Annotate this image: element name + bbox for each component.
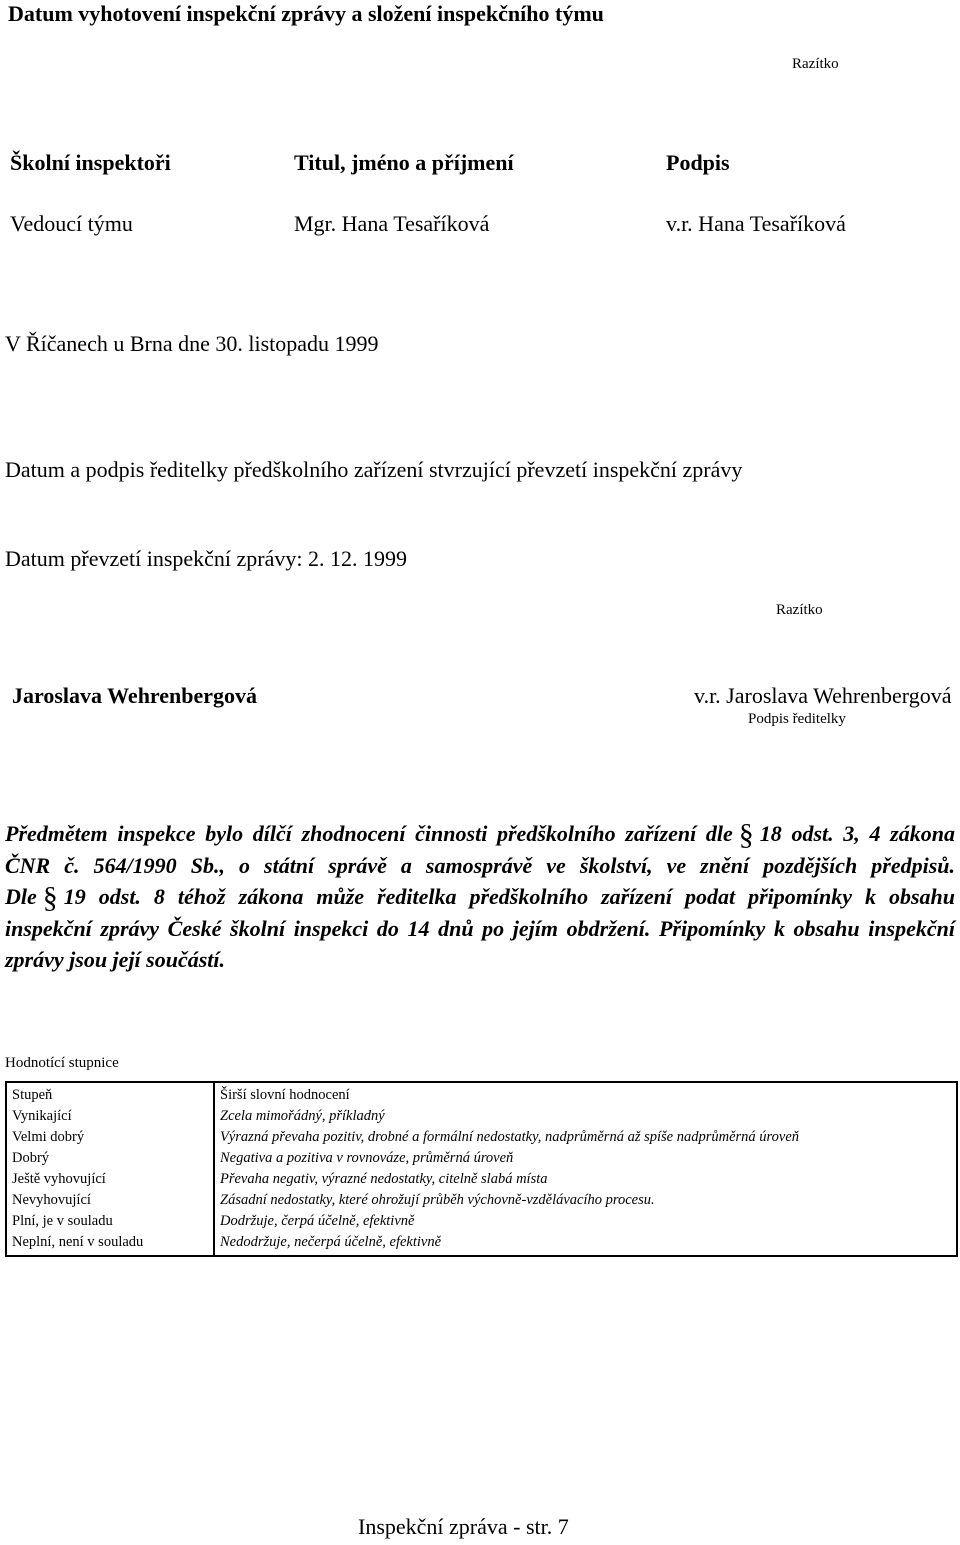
description-cell: Dodržuje, čerpá účelně, efektivně bbox=[220, 1213, 415, 1229]
description-cell: Nedodržuje, nečerpá účelně, efektivně bbox=[220, 1234, 442, 1250]
director-confirmation-heading: Datum a podpis ředitelky předškolního zařízení stvrzující převzetí inspekční zprávy bbox=[5, 457, 743, 482]
stamp-label: Razítko bbox=[792, 56, 839, 72]
table-header-row bbox=[6, 1082, 957, 1106]
grade-cell: Neplní, není v souladu bbox=[6, 1232, 214, 1256]
director-signature-caption: Podpis ředitelky bbox=[748, 711, 846, 727]
notice-text: Předmětem inspekce bylo dílčí zhodnocení činnosti předškolního zařízení dle bbox=[5, 821, 733, 846]
team-member-name: Mgr. Hana Tesaříková bbox=[294, 211, 490, 236]
table-row bbox=[6, 1148, 957, 1169]
grade-cell: Vynikající bbox=[6, 1106, 214, 1127]
team-header-signature: Podpis bbox=[666, 150, 730, 175]
page-footer: Inspekční zpráva - str. 7 bbox=[358, 1514, 569, 1539]
grade-cell: Ještě vyhovující bbox=[6, 1169, 214, 1190]
team-header-name: Titul, jméno a příjmení bbox=[294, 150, 514, 175]
notice-paragraph-2 bbox=[5, 881, 955, 975]
table-row bbox=[6, 1211, 957, 1232]
team-header-inspectors: Školní inspektoři bbox=[10, 150, 171, 175]
description-cell: Zcela mimořádný, příkladný bbox=[220, 1108, 385, 1124]
notice-text: 19 odst. 8 téhož zákona může ředitelka předškolního zařízení podat připomínky k obsahu inspekční zprávy České školní inspekci do 14 dnů po jejím obdržení. Připomínky k obsahu inspekční zprávy jsou její součástí. bbox=[5, 884, 955, 972]
inspection-notice bbox=[5, 818, 955, 975]
table-row bbox=[6, 1127, 957, 1148]
notice-text: Dle bbox=[5, 884, 37, 909]
section-sign: § bbox=[738, 818, 754, 851]
grade-cell: Velmi dobrý bbox=[6, 1127, 214, 1148]
table-row bbox=[6, 1232, 957, 1256]
rating-scale-table bbox=[5, 1081, 958, 1257]
description-cell: Převaha negativ, výrazné nedostatky, citelně slabá místa bbox=[220, 1171, 548, 1187]
table-row bbox=[6, 1169, 957, 1190]
table-header-cell: Širší slovní hodnocení bbox=[220, 1087, 350, 1103]
table-header-cell: Stupeň bbox=[6, 1082, 214, 1106]
section-sign: § bbox=[42, 881, 58, 914]
table-row bbox=[6, 1190, 957, 1211]
grade-cell: Nevyhovující bbox=[6, 1190, 214, 1211]
team-member-signature: v.r. Hana Tesaříková bbox=[666, 211, 846, 236]
scale-title: Hodnotící stupnice bbox=[5, 1055, 119, 1071]
director-name: Jaroslava Wehrenbergová bbox=[12, 683, 258, 708]
grade-cell: Plní, je v souladu bbox=[6, 1211, 214, 1232]
description-cell: Výrazná převaha pozitiv, drobné a formální nedostatky, nadprůměrná až spíše nadprůměrná úroveň bbox=[220, 1129, 800, 1145]
page-heading: Datum vyhotovení inspekční zprávy a složení inspekčního týmu bbox=[8, 1, 604, 26]
director-signature: v.r. Jaroslava Wehrenbergová bbox=[694, 683, 952, 708]
stamp-label: Razítko bbox=[776, 602, 823, 618]
description-cell: Zásadní nedostatky, které ohrožují průběh výchovně-vzdělávacího procesu. bbox=[220, 1192, 655, 1208]
table-row bbox=[6, 1106, 957, 1127]
notice-paragraph-1 bbox=[5, 818, 955, 881]
receipt-date: Datum převzetí inspekční zprávy: 2. 12. 1999 bbox=[5, 546, 408, 571]
team-role: Vedoucí týmu bbox=[10, 211, 133, 236]
description-cell: Negativa a pozitiva v rovnováze, průměrná úroveň bbox=[220, 1150, 514, 1166]
place-date: V Říčanech u Brna dne 30. listopadu 1999 bbox=[5, 331, 379, 356]
notice-text: 18 odst. 3, 4 zákona ČNR č. 564/1990 Sb., o státní správě a samosprávě ve školství, ve znění pozdějších předpisů. bbox=[5, 821, 955, 878]
grade-cell: Dobrý bbox=[6, 1148, 214, 1169]
